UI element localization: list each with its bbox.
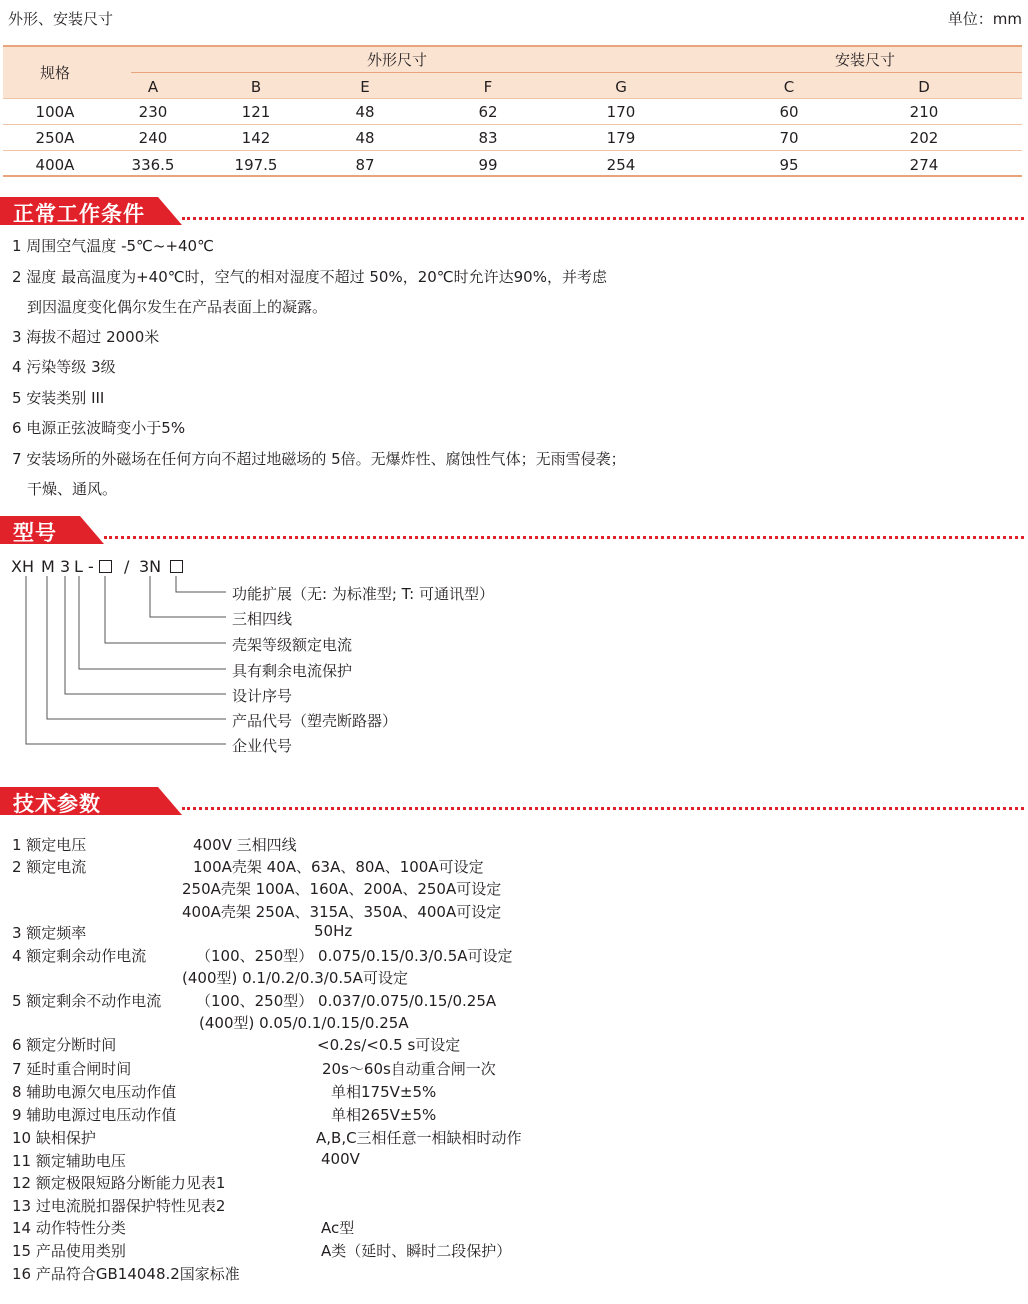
tech-value: 400V 三相四线 — [193, 836, 297, 854]
section-title-conditions: 正常工作条件 — [13, 202, 145, 226]
model-legend-item: 产品代号（塑壳断路器） — [232, 712, 398, 730]
column-header: E — [360, 78, 370, 96]
header-group-install: 安装尺寸 — [834, 51, 896, 69]
condition-line: 干燥、通风。 — [27, 480, 118, 498]
placeholder-box — [170, 560, 183, 573]
condition-line: 3 海拔不超过 2000米 — [12, 328, 160, 346]
table-cell: 87 — [355, 156, 375, 174]
row-divider — [3, 150, 1022, 151]
tech-label: 2 额定电流 — [12, 858, 87, 876]
table-cell: 121 — [241, 103, 271, 121]
table-cell: 95 — [779, 156, 799, 174]
table-cell: 48 — [355, 103, 375, 121]
table-group-rule — [131, 72, 1022, 73]
tech-value: （100、250型） 0.075/0.15/0.3/0.5A可设定 — [196, 947, 513, 965]
table-cell: 62 — [478, 103, 498, 121]
table-cell: 99 — [478, 156, 498, 174]
table-cell: 60 — [779, 103, 799, 121]
code-part: L — [74, 557, 83, 576]
code-part: 3N — [139, 557, 162, 576]
code-part: M — [41, 557, 55, 576]
header-spec: 规格 — [39, 64, 71, 82]
tech-value: 400A壳架 250A、315A、350A、400A可设定 — [182, 903, 502, 921]
table-cell: 210 — [909, 103, 939, 121]
tech-label: 13 过电流脱扣器保护特性见表2 — [12, 1197, 226, 1215]
condition-line: 6 电源正弦波畸变小于5% — [12, 419, 186, 437]
condition-line: 4 污染等级 3级 — [12, 358, 116, 376]
tech-value: Ac型 — [321, 1219, 355, 1237]
tech-label: 9 辅助电源过电压动作值 — [12, 1106, 177, 1124]
tech-value: （100、250型） 0.037/0.075/0.15/0.25A — [196, 992, 497, 1010]
tech-label: 14 动作特性分类 — [12, 1219, 126, 1237]
placeholder-box — [99, 560, 112, 573]
tech-value: (400型) 0.1/0.2/0.3/0.5A可设定 — [182, 969, 408, 987]
model-legend-item: 设计序号 — [232, 687, 293, 705]
tech-label: 4 额定剩余动作电流 — [12, 947, 147, 965]
condition-line: 5 安装类别 III — [12, 389, 105, 407]
table-cell: 197.5 — [234, 156, 278, 174]
tech-label: 5 额定剩余不动作电流 — [12, 992, 162, 1010]
dimension-table — [3, 45, 1022, 177]
table-cell: 179 — [606, 129, 636, 147]
tech-value: 单相265V±5% — [331, 1106, 437, 1124]
column-header: C — [783, 78, 795, 96]
code-part: XH — [11, 557, 34, 576]
model-legend-item: 具有剩余电流保护 — [232, 662, 353, 680]
tech-value: A,B,C三相任意一相缺相时动作 — [316, 1129, 522, 1147]
condition-line: 1 周围空气温度 -5℃~+40℃ — [12, 237, 214, 255]
dotted-divider — [182, 217, 1024, 220]
table-cell: 254 — [606, 156, 636, 174]
tech-label: 15 产品使用类别 — [12, 1242, 126, 1260]
tech-label: 6 额定分断时间 — [12, 1036, 117, 1054]
table-bottom-rule — [3, 175, 1022, 177]
table-cell: 170 — [606, 103, 636, 121]
row-divider — [3, 98, 1022, 99]
tech-value: 20s～60s自动重合闸一次 — [322, 1060, 496, 1078]
tech-label: 3 额定频率 — [12, 924, 87, 942]
table-cell: 230 — [138, 103, 168, 121]
tech-value: 100A壳架 40A、63A、80A、100A可设定 — [193, 858, 484, 876]
tech-value: 50Hz — [314, 922, 353, 940]
tech-value: 单相175V±5% — [331, 1083, 437, 1101]
table-cell: 274 — [909, 156, 939, 174]
tech-label: 1 额定电压 — [12, 836, 87, 854]
section-banner-conditions — [0, 197, 1028, 227]
table-cell-spec: 400A — [35, 156, 75, 174]
table-cell: 202 — [909, 129, 939, 147]
model-legend-item: 功能扩展（无: 为标准型; T: 可通讯型） — [232, 585, 494, 603]
section-title-model: 型号 — [13, 521, 57, 545]
row-divider — [3, 124, 1022, 125]
dotted-divider — [104, 536, 1024, 539]
table-top-rule — [3, 45, 1022, 47]
code-part: / — [124, 557, 130, 576]
section-banner-model — [0, 516, 1028, 546]
model-legend-item: 壳架等级额定电流 — [232, 636, 353, 654]
tech-value: (400型) 0.05/0.1/0.15/0.25A — [199, 1014, 409, 1032]
header-group-outline: 外形尺寸 — [366, 51, 428, 69]
dotted-divider — [182, 807, 1024, 810]
tech-value: <0.2s/<0.5 s可设定 — [317, 1036, 461, 1054]
unit-label: 单位：mm — [947, 10, 1022, 28]
tech-value: 400V — [321, 1150, 360, 1168]
model-legend-item: 企业代号 — [232, 737, 293, 755]
column-header: G — [615, 78, 627, 96]
table-cell: 83 — [478, 129, 498, 147]
condition-line: 2 湿度 最高温度为+40℃时，空气的相对湿度不超过 50%，20℃时允许达90%，并考虑 — [12, 268, 607, 286]
table-cell: 142 — [241, 129, 271, 147]
model-legend-item: 三相四线 — [232, 610, 293, 628]
code-part: 3 — [60, 557, 71, 576]
tech-label: 8 辅助电源欠电压动作值 — [12, 1083, 177, 1101]
table-cell-spec: 100A — [35, 103, 75, 121]
tech-label: 7 延时重合闸时间 — [12, 1060, 132, 1078]
table-cell-spec: 250A — [35, 129, 75, 147]
tech-value: 250A壳架 100A、160A、200A、250A可设定 — [182, 880, 502, 898]
code-part: - — [88, 557, 94, 576]
table-cell: 70 — [779, 129, 799, 147]
section-title-tech: 技术参数 — [13, 792, 101, 816]
page-title: 外形、安装尺寸 — [8, 10, 114, 28]
tech-label: 12 额定极限短路分断能力见表1 — [12, 1174, 226, 1192]
column-header: A — [147, 78, 159, 96]
tech-label: 11 额定辅助电压 — [12, 1152, 126, 1170]
table-cell: 240 — [138, 129, 168, 147]
column-header: D — [918, 78, 930, 96]
section-banner-tech — [0, 787, 1028, 817]
condition-line: 7 安装场所的外磁场在任何方向不超过地磁场的 5倍。无爆炸性、腐蚀性气体；无雨雪侵袭； — [12, 450, 626, 468]
table-cell: 48 — [355, 129, 375, 147]
tech-value: A类（延时、瞬时二段保护） — [321, 1242, 512, 1260]
tech-label: 16 产品符合GB14048.2国家标准 — [12, 1265, 240, 1283]
condition-line: 到因温度变化偶尔发生在产品表面上的凝露。 — [27, 298, 328, 316]
column-header: B — [250, 78, 262, 96]
tech-label: 10 缺相保护 — [12, 1129, 96, 1147]
column-header: F — [483, 78, 493, 96]
model-leader-lines — [0, 574, 240, 754]
table-cell: 336.5 — [131, 156, 175, 174]
